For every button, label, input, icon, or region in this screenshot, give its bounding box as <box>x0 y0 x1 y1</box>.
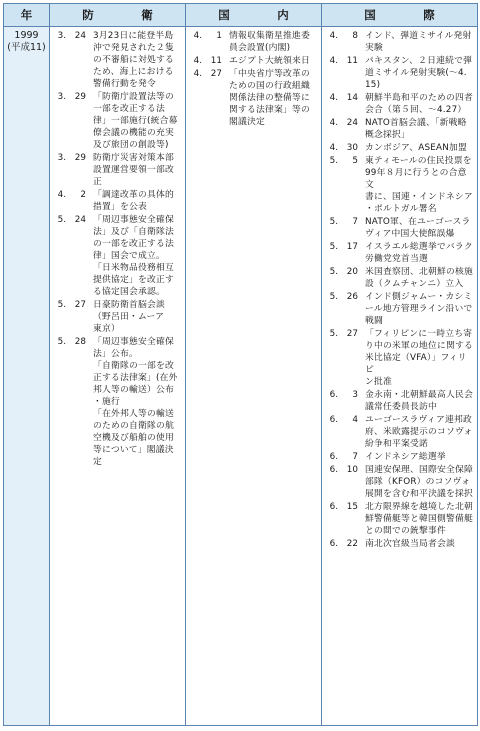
event-text: 金永南・北朝鮮最高人民会 議常任委員長訪中 <box>365 390 473 412</box>
event-entry <box>324 216 475 240</box>
event-month: 5. <box>329 292 338 302</box>
event-day: 1 <box>216 31 222 41</box>
event-month: 5. <box>329 217 338 227</box>
event-day: 11 <box>210 56 222 66</box>
event-text: 朝鮮半島和平のための四者 会合（第５回、～4.27） <box>365 93 473 115</box>
event-day: 15 <box>346 502 358 512</box>
event-month: 4. <box>329 143 338 153</box>
event-text: 「周辺事態安全確保 法」公布。 「自衛隊の一部を改 正する法律案」(在外 邦人等の輸送）公布 ・施行 「在外邦人等の輸送 のための自衛隊の航 空機及び船舶の使用 等について」閣議決 定 <box>93 337 178 467</box>
year-row <box>4 27 478 726</box>
year-era: (平成11) <box>7 42 46 53</box>
event-text: 「調達改革の具体的 措置」を公表 <box>93 190 174 212</box>
event-entry <box>52 299 183 335</box>
event-entry <box>324 155 475 215</box>
event-text: 南北次官級当局者会談 <box>365 539 455 549</box>
event-text: 「フィリピンに一時立ち寄 り中の米軍の地位に関する 米比協定（VFA）」フィリピ ン批准 <box>365 329 473 387</box>
event-month: 6. <box>329 502 338 512</box>
header-domestic: 国 内 <box>186 4 322 27</box>
event-text: 防衛庁災害対策本部 設置運営要領一部改 正 <box>93 153 174 187</box>
event-entry <box>324 241 475 265</box>
event-day: 27 <box>74 300 86 310</box>
year-cell <box>4 27 50 726</box>
event-month: 5. <box>329 329 338 339</box>
event-text: 情報収集衛星推進委 員会設置(内閣) <box>229 31 310 53</box>
event-entry <box>52 189 183 213</box>
event-month: 5. <box>57 215 66 225</box>
event-day: 17 <box>346 242 358 252</box>
event-month: 4. <box>193 31 202 41</box>
event-text: 「周辺事態安全確保 法」及び「自衛隊法 の一部を改正する法 律」国会で成立。 「日米物品役務相互 提供協定」を改正す る協定国会承認。 <box>93 215 174 297</box>
event-month: 4. <box>57 190 66 200</box>
event-month: 4. <box>329 31 338 41</box>
event-text: エジプト大統領来日 <box>229 56 310 66</box>
event-text: 東ティモールの住民投票を 99年８月に行うとの合意文 書に、国連・インドネシア ・ポルトガル署名 <box>365 156 473 214</box>
event-month: 4. <box>193 69 202 79</box>
event-day: 26 <box>346 292 358 302</box>
event-day: 28 <box>74 337 86 347</box>
event-text: 「中央省庁等改革の ための国の行政組織 関係法律の整備等に 関する法律案」等の 閣議決定 <box>229 69 310 127</box>
event-entry <box>324 414 475 450</box>
event-text: 北方限界線を越境した北朝 鮮警備艇等と韓国側警備艇 との間での銃撃事件 <box>365 502 473 536</box>
event-entry <box>324 501 475 537</box>
event-text: ユーゴースラヴィア連邦政 府、米欧露提示のコソヴォ 紛争和平案受諾 <box>365 415 473 449</box>
event-day: 4 <box>352 415 358 425</box>
event-entry <box>52 91 183 151</box>
event-text: 国連安保理、国際安全保障 部隊（KFOR）のコソヴォ 展開を含む和平決議を採択 <box>365 465 473 499</box>
event-entry <box>324 117 475 141</box>
event-text: インド、弾道ミサイル発射 実験 <box>365 31 472 53</box>
event-day: 24 <box>346 118 358 128</box>
event-day: 24 <box>74 215 86 225</box>
event-day: 10 <box>346 465 358 475</box>
event-day: 7 <box>352 217 358 227</box>
event-day: 7 <box>352 452 358 462</box>
event-day: 27 <box>210 69 222 79</box>
event-day: 30 <box>346 143 358 153</box>
event-entry <box>324 538 475 550</box>
event-day: 22 <box>346 539 358 549</box>
event-day: 27 <box>346 329 358 339</box>
event-month: 5. <box>329 242 338 252</box>
header-defense: 防 衛 <box>50 4 186 27</box>
event-day: 3 <box>352 390 358 400</box>
event-entry <box>324 291 475 327</box>
event-day: 11 <box>346 56 358 66</box>
event-month: 4. <box>329 118 338 128</box>
event-month: 5. <box>329 267 338 277</box>
header-international: 国 際 <box>322 4 478 27</box>
year-value: 1999 <box>14 30 39 41</box>
event-text: 「防衛庁設置法等の 一部を改正する法 律」一部施行(統合幕 僚会議の機能の充実 及び旅団の創設等) <box>93 92 178 150</box>
event-text: パキスタン、２日連続で弾 道ミサイル発射実験(～4. 15) <box>365 56 473 90</box>
event-month: 6. <box>329 465 338 475</box>
event-entry <box>52 152 183 188</box>
event-day: 14 <box>346 93 358 103</box>
event-entry <box>52 214 183 298</box>
international-column <box>322 27 478 726</box>
event-entry <box>188 30 319 54</box>
event-text: カンボジア、ASEAN加盟 <box>365 143 468 153</box>
event-day: 24 <box>74 31 86 41</box>
event-text: イスラエル総選挙でバラク 労働党党首当選 <box>365 242 473 264</box>
event-entry <box>324 389 475 413</box>
event-entry <box>188 55 319 67</box>
event-text: NATO首脳会議、「新戦略 概念採択」 <box>365 118 467 140</box>
event-text: インド側ジャムー・カシミ ール地方管理ライン沿いで 戦闘 <box>365 292 473 326</box>
event-month: 5. <box>57 300 66 310</box>
event-entry <box>52 336 183 468</box>
header-row <box>4 4 478 27</box>
event-day: 29 <box>74 153 86 163</box>
event-entry <box>324 142 475 154</box>
event-entry <box>324 92 475 116</box>
defense-column <box>50 27 186 726</box>
event-month: 4. <box>329 56 338 66</box>
event-month: 6. <box>329 452 338 462</box>
event-day: 29 <box>74 92 86 102</box>
event-month: 6. <box>329 539 338 549</box>
event-day: 5 <box>352 156 358 166</box>
event-month: 6. <box>329 390 338 400</box>
event-text: インドネシア総選挙 <box>365 452 446 462</box>
event-entry <box>324 30 475 54</box>
event-entry <box>324 328 475 388</box>
event-month: 3. <box>57 31 66 41</box>
event-day: 8 <box>352 31 358 41</box>
event-entry <box>52 30 183 90</box>
event-text: 3月23日に能登半島 沖で発見された２隻 の不審船に対処する ため、海上における 警備行動を発令 <box>93 31 174 89</box>
event-entry <box>324 55 475 91</box>
event-entry <box>188 68 319 128</box>
event-day: 20 <box>346 267 358 277</box>
event-entry <box>324 451 475 463</box>
event-month: 5. <box>329 156 338 166</box>
event-month: 3. <box>57 92 66 102</box>
event-text: 米国査察団、北朝鮮の核施 設（クムチャンニ）立入 <box>365 267 473 289</box>
event-entry <box>324 266 475 290</box>
event-text: NATO軍、在ユーゴースラ ヴィア中国大使館誤爆 <box>365 217 471 239</box>
event-month: 6. <box>329 415 338 425</box>
event-entry <box>324 464 475 500</box>
header-year: 年 <box>4 4 50 27</box>
event-month: 5. <box>57 337 66 347</box>
event-month: 3. <box>57 153 66 163</box>
domestic-column <box>186 27 322 726</box>
event-month: 4. <box>329 93 338 103</box>
event-month: 4. <box>193 56 202 66</box>
event-text: 日豪防衛首脳会談 （野呂田・ムーア 東京） <box>93 300 165 334</box>
event-day: 2 <box>80 190 86 200</box>
chronology-table <box>3 3 478 726</box>
